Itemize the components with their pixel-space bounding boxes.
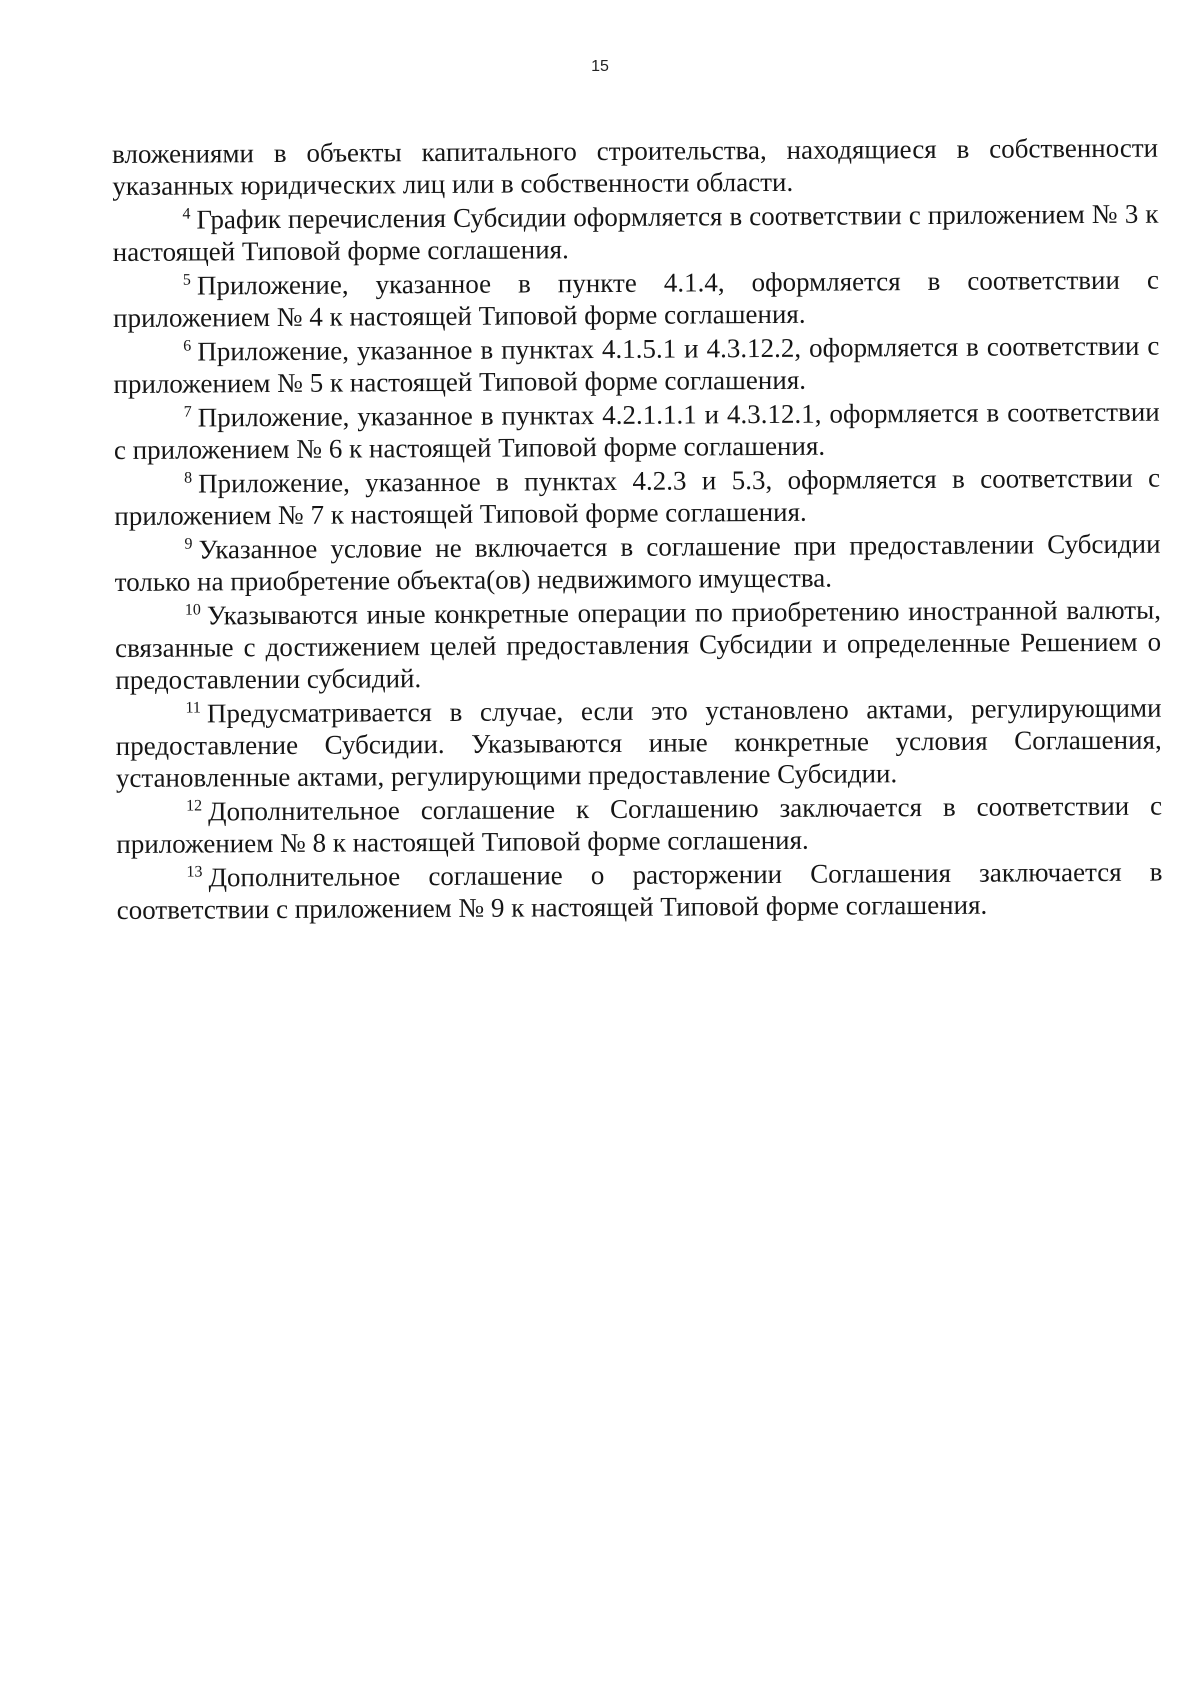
footnote-5 [113,264,1159,334]
continuation-paragraph: вложениями в объекты капитального строительства, находящиеся в собственности указанных юридических лиц или в собственности области. [112,132,1159,201]
footnote-number: 9 [184,535,193,553]
footnotes-body [112,132,1163,928]
footnote-text: Указываются иные конкретные операции по приобретению иностранной валюты, связанные с достижением целей предоставления Субсидии и определенные Решением о предоставлении субсидий. [115,594,1162,695]
footnote-text: Приложение, указанное в пунктах 4.2.3 и 5.3, оформляется в соответствии с приложением № 7 к настоящей Типовой форме соглашения. [114,462,1161,531]
footnote-13 [116,856,1162,926]
footnote-6 [113,330,1159,400]
footnote-number: 11 [185,699,201,717]
footnote-number: 8 [184,469,193,487]
footnote-8 [114,462,1160,532]
footnote-number: 10 [184,601,201,619]
footnote-12 [116,790,1162,860]
page-number: 15 [591,58,609,75]
footnote-text: Указанное условие не включается в соглашение при предоставлении Субсидии только на приобретение объекта(ов) недвижимого имущества. [114,528,1161,597]
footnote-number: 6 [183,337,192,355]
footnote-number: 4 [182,205,191,223]
footnote-text: Приложение, указанное в пунктах 4.1.5.1 и 4.3.12.2, оформляется в соответствии с приложением № 5 к настоящей Типовой форме соглашения. [113,330,1160,399]
footnote-4 [112,198,1158,268]
footnote-number: 12 [186,797,203,815]
footnote-10 [115,594,1162,696]
footnote-text: Приложение, указанное в пунктах 4.2.1.1.1 и 4.3.12.1, оформляется в соответствии с приложением № 6 к настоящей Типовой форме соглашения. [113,396,1160,465]
footnote-7 [114,396,1160,466]
footnote-text: Дополнительное соглашение о расторжении Соглашения заключается в соответствии с приложением № 9 к настоящей Типовой форме соглашения. [116,856,1163,925]
footnote-text: Дополнительное соглашение к Соглашению заключается в соответствии с приложением № 8 к настоящей Типовой форме соглашения. [116,790,1163,859]
footnote-9 [114,528,1160,598]
footnote-number: 5 [182,271,191,289]
footnote-text: Приложение, указанное в пункте 4.1.4, оформляется в соответствии с приложением № 4 к настоящей Типовой форме соглашения. [113,264,1159,333]
footnote-text: График перечисления Субсидии оформляется в соответствии с приложением № 3 к настоящей Типовой форме соглашения. [112,198,1159,267]
footnote-number: 13 [186,863,203,881]
footnote-text: Предусматривается в случае, если это установлено актами, регулирующими предоставление Субсидии. Указываются иные конкретные условия Соглашения, установленные актами, регулирующими предоставление Субсидии. [115,692,1162,793]
footnote-11 [115,692,1162,794]
footnote-number: 7 [183,403,192,421]
